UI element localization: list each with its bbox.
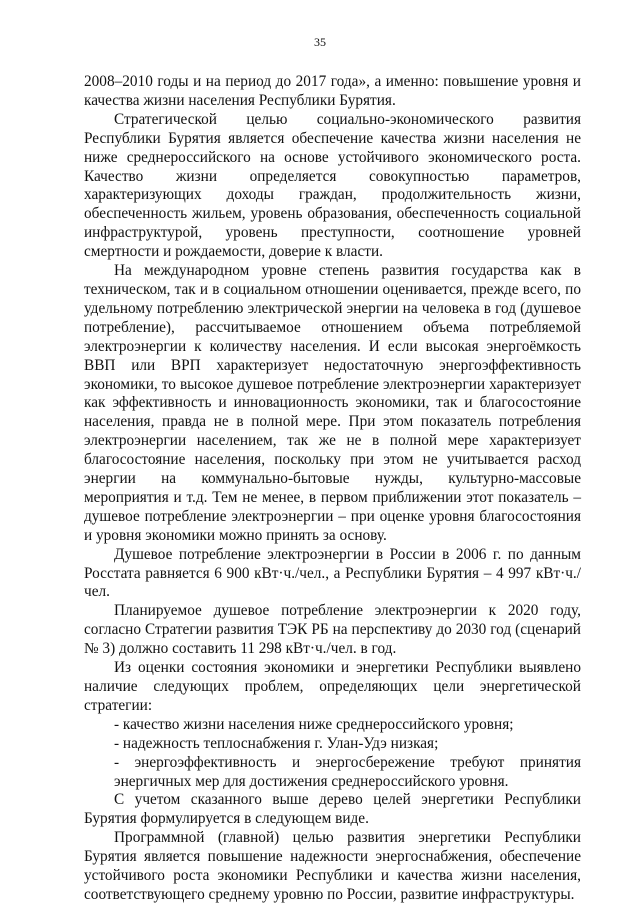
page-body xyxy=(84,73,581,905)
paragraph-goal-tree: С учетом сказанного выше дерево целей энергетики Республики Бурятия формулируется в следующем виде. xyxy=(84,791,581,828)
paragraph-continuation: 2008–2010 годы и на период до 2017 года», а именно: повышение уровня и качества жизни населения Республики Бурятия. xyxy=(84,73,581,109)
paragraph-international-level: На международном уровне степень развития государства как в техническом, так и в социальном отношении оценивается, прежде всего, по удельному потреблению электрической энергии на человека в год (душевое потребление), рассчитываемое отношением объема потребляемой электроэнергии к количеству населения. И если высокая энергоёмкость ВВП или ВРП характеризует недостаточную энергоэффективность экономики, то высокое душевое потребление электроэнергии характеризует как эффективность и инновационность экономики, так и благосостояние населения, правда не в полной мере. При этом показатель потребления электроэнергии населением, так же не в полной мере характеризует благосостояние населения, поскольку при этом не учитывается расход энергии на коммунально-бытовые нужды, культурно-массовые мероприятия и т.д. Тем не менее, в первом приближении этот показатель – душевое потребление электроэнергии – при оценке уровня благосостояния и уровня экономики можно принять за основу. xyxy=(84,262,581,544)
problems-list xyxy=(84,716,581,792)
paragraph-planned-consumption: Планируемое душевое потребление электроэнергии к 2020 году, согласно Стратегии развития ТЭК РБ на перспективу до 2030 год (сценарий № 3) должно составить 11 298 кВт·ч./чел. в год. xyxy=(84,602,581,658)
paragraph-per-capita-consumption: Душевое потребление электроэнергии в России в 2006 г. по данным Росстата равняется 6 900 кВт·ч./чел., а Республики Бурятия – 4 997 кВт·ч./чел. xyxy=(84,545,581,601)
list-item: - надежность теплоснабжения г. Улан-Удэ низкая; xyxy=(114,734,439,752)
paragraph-problems-intro: Из оценки состояния экономики и энергетики Республики выявлено наличие следующих проблем, определяющих цели энергетической стратегии: xyxy=(84,659,581,714)
list-item: - качество жизни населения ниже среднероссийского уровня; xyxy=(114,715,514,733)
paragraph-strategic-goal: Стратегической целью социально-экономического развития Республики Бурятия является обеспечение качества жизни населения не ниже среднероссийского на основе устойчивого экономического роста. Качество жизни определяется совокупностью параметров, характеризующих доходы граждан, продолжительность жизни, обеспеченность жильем, уровень образования, обеспеченность социальной инфраструктурой, уровень преступности, соотношение уровней смертности и рождаемости, доверие к власти. xyxy=(84,110,581,261)
list-item: - энергоэффективность и энергосбережение требуют принятия энергичных мер для достижения среднероссийского уровня. xyxy=(114,753,581,790)
paragraph-program-goal: Программной (главной) целью развития энергетики Республики Бурятия является повышение надежности энергоснабжения, обеспечение устойчивого роста экономики Республики и качества жизни населения, соответствующего среднему уровню по России, развитие инфраструктуры. xyxy=(84,829,581,903)
page-number: 35 xyxy=(314,35,326,49)
